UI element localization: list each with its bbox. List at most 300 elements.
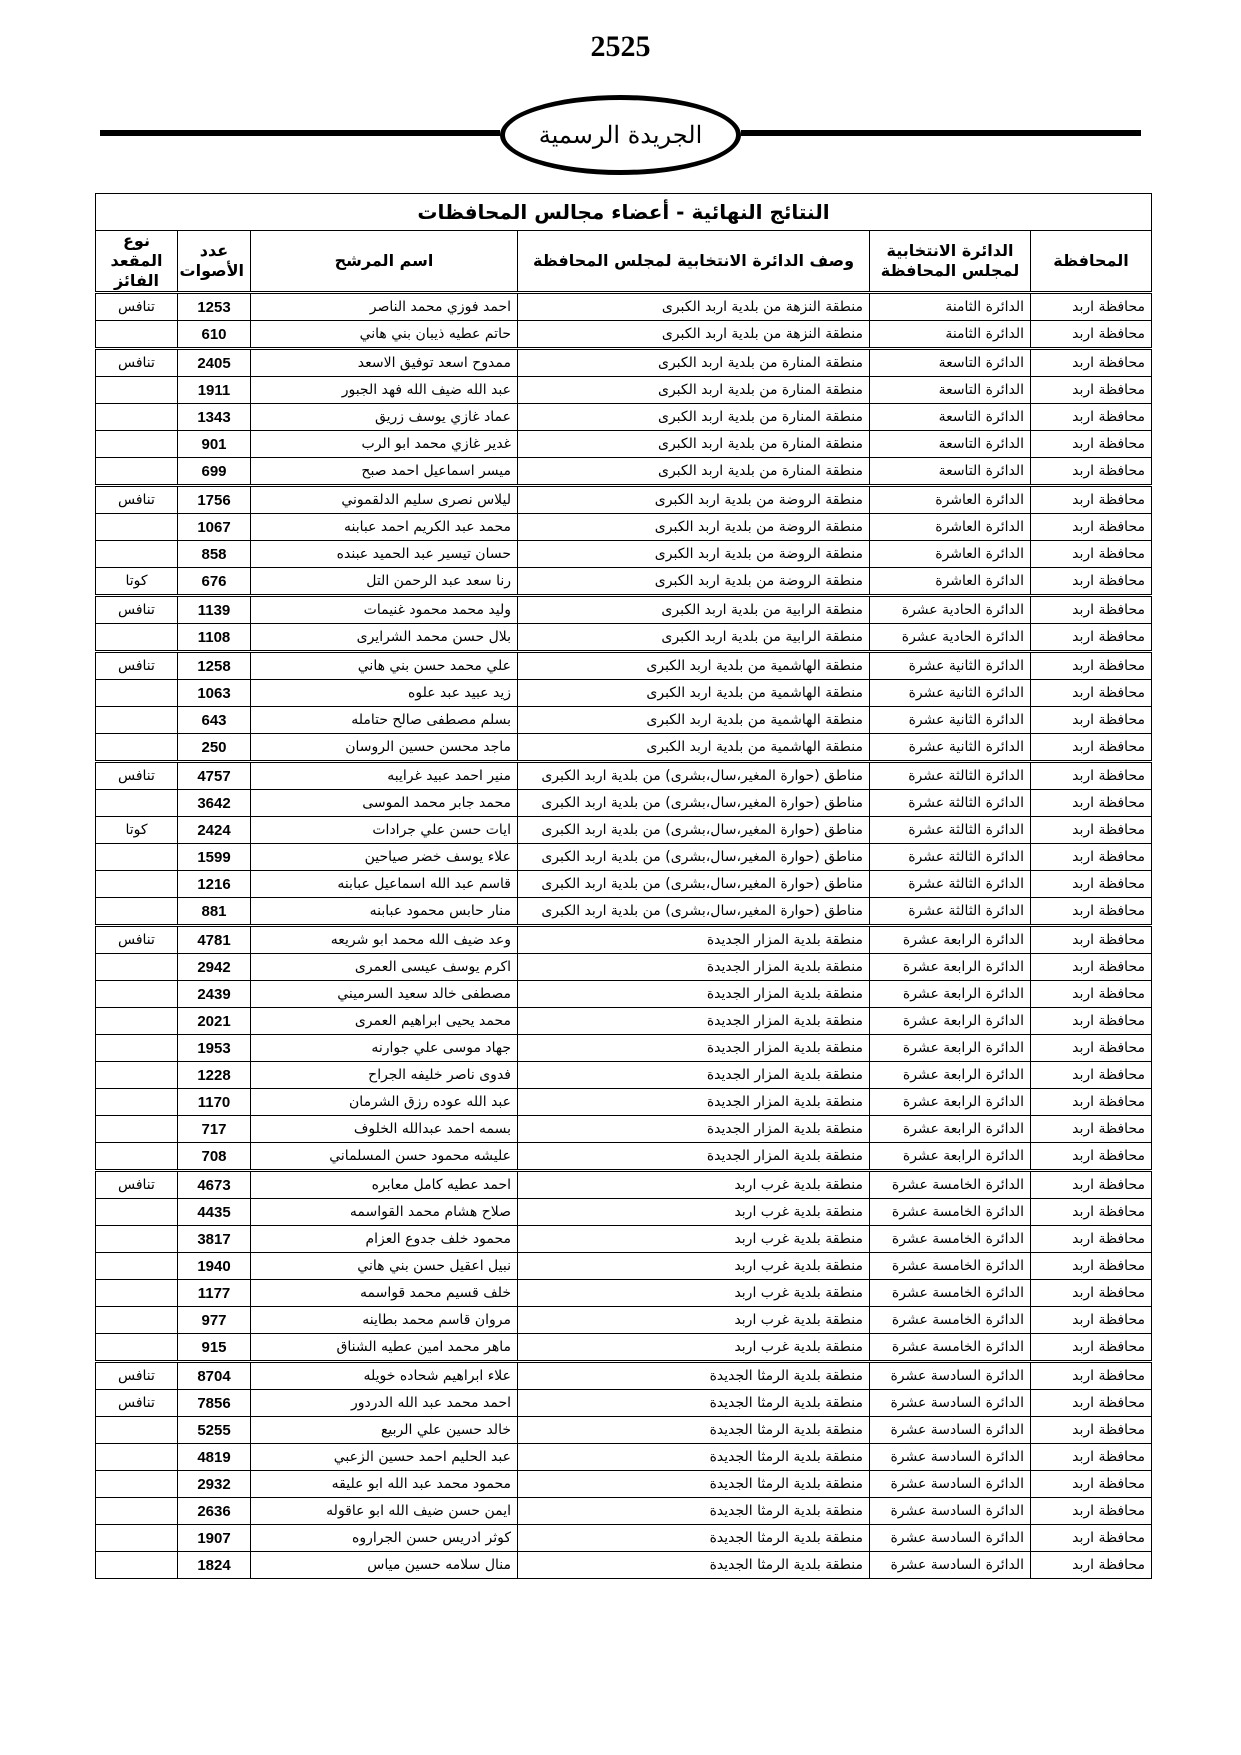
district-cell: الدائرة الثامنة — [870, 293, 1031, 321]
candidate-name-cell: جهاد موسى علي جوارنه — [251, 1035, 518, 1062]
description-cell: منطقة الروضة من بلدية اربد الكبرى — [518, 568, 870, 596]
candidate-name-cell: بسمه احمد عبدالله الخلوف — [251, 1116, 518, 1143]
governorate-cell: محافظة اربد — [1031, 568, 1152, 596]
district-cell: الدائرة الثالثة عشرة — [870, 817, 1031, 844]
seat-type-cell — [95, 1143, 177, 1171]
district-cell: الدائرة السادسة عشرة — [870, 1552, 1031, 1579]
votes-cell: 3817 — [178, 1226, 251, 1253]
district-cell: الدائرة الحادية عشرة — [870, 596, 1031, 624]
seat-type-cell — [95, 680, 177, 707]
description-cell: منطقة بلدية الرمثا الجديدة — [518, 1417, 870, 1444]
description-cell: منطقة الروضة من بلدية اربد الكبرى — [518, 541, 870, 568]
masthead-title: الجريدة الرسمية — [500, 95, 741, 175]
votes-cell: 4819 — [178, 1444, 251, 1471]
seat-type-cell — [95, 954, 177, 981]
votes-cell: 901 — [178, 431, 251, 458]
votes-cell: 643 — [178, 707, 251, 734]
votes-cell: 2021 — [178, 1008, 251, 1035]
candidate-name-cell: نبيل اعقيل حسن بني هاني — [251, 1253, 518, 1280]
votes-cell: 4757 — [178, 762, 251, 790]
seat-type-cell — [95, 871, 177, 898]
candidate-name-cell: بسلم مصطفى صالح حتامله — [251, 707, 518, 734]
header-votes: عدد الأصوات — [178, 231, 251, 293]
seat-type-cell: تنافس — [95, 349, 177, 377]
description-cell: منطقة بلدية غرب اربد — [518, 1171, 870, 1199]
governorate-cell: محافظة اربد — [1031, 1008, 1152, 1035]
candidate-name-cell: خالد حسين علي الربيع — [251, 1417, 518, 1444]
table-row — [95, 871, 1151, 898]
governorate-cell: محافظة اربد — [1031, 293, 1152, 321]
governorate-cell: محافظة اربد — [1031, 1253, 1152, 1280]
candidate-name-cell: محمد يحيى ابراهيم العمرى — [251, 1008, 518, 1035]
governorate-cell: محافظة اربد — [1031, 1089, 1152, 1116]
table-row — [95, 707, 1151, 734]
seat-type-cell: تنافس — [95, 1171, 177, 1199]
candidate-name-cell: ميسر اسماعيل احمد صبح — [251, 458, 518, 486]
governorate-cell: محافظة اربد — [1031, 349, 1152, 377]
candidate-name-cell: ايات حسن علي جرادات — [251, 817, 518, 844]
description-cell: منطقة بلدية الرمثا الجديدة — [518, 1444, 870, 1471]
votes-cell: 977 — [178, 1307, 251, 1334]
votes-cell: 4673 — [178, 1171, 251, 1199]
seat-type-cell — [95, 1498, 177, 1525]
seat-type-cell — [95, 514, 177, 541]
votes-cell: 1953 — [178, 1035, 251, 1062]
description-cell: منطقة بلدية الرمثا الجديدة — [518, 1552, 870, 1579]
description-cell: منطقة المنارة من بلدية اربد الكبرى — [518, 431, 870, 458]
seat-type-cell — [95, 1035, 177, 1062]
governorate-cell: محافظة اربد — [1031, 1334, 1152, 1362]
table-row — [95, 1525, 1151, 1552]
seat-type-cell — [95, 1199, 177, 1226]
candidate-name-cell: علي محمد حسن بني هاني — [251, 652, 518, 680]
votes-cell: 708 — [178, 1143, 251, 1171]
votes-cell: 1228 — [178, 1062, 251, 1089]
district-cell: الدائرة الثالثة عشرة — [870, 871, 1031, 898]
district-cell: الدائرة التاسعة — [870, 431, 1031, 458]
candidate-name-cell: منار حابس محمود عبابنه — [251, 898, 518, 926]
governorate-cell: محافظة اربد — [1031, 1199, 1152, 1226]
governorate-cell: محافظة اربد — [1031, 541, 1152, 568]
seat-type-cell — [95, 707, 177, 734]
governorate-cell: محافظة اربد — [1031, 1362, 1152, 1390]
seat-type-cell — [95, 1444, 177, 1471]
district-cell: الدائرة الثالثة عشرة — [870, 898, 1031, 926]
table-row — [95, 458, 1151, 486]
seat-type-cell: كوتا — [95, 568, 177, 596]
governorate-cell: محافظة اربد — [1031, 844, 1152, 871]
candidate-name-cell: عبد الله عوده رزق الشرمان — [251, 1089, 518, 1116]
governorate-cell: محافظة اربد — [1031, 954, 1152, 981]
table-row — [95, 680, 1151, 707]
candidate-name-cell: قاسم عبد الله اسماعيل عبابنه — [251, 871, 518, 898]
district-cell: الدائرة السادسة عشرة — [870, 1417, 1031, 1444]
description-cell: منطقة بلدية المزار الجديدة — [518, 1116, 870, 1143]
governorate-cell: محافظة اربد — [1031, 817, 1152, 844]
candidate-name-cell: محمد جابر محمد الموسى — [251, 790, 518, 817]
votes-cell: 2439 — [178, 981, 251, 1008]
table-row — [95, 1089, 1151, 1116]
seat-type-cell — [95, 541, 177, 568]
description-cell: مناطق (حوارة المغير،سال،بشرى) من بلدية اربد الكبرى — [518, 817, 870, 844]
votes-cell: 2405 — [178, 349, 251, 377]
district-cell: الدائرة الخامسة عشرة — [870, 1334, 1031, 1362]
table-row — [95, 1062, 1151, 1089]
district-cell: الدائرة العاشرة — [870, 541, 1031, 568]
district-cell: الدائرة السادسة عشرة — [870, 1498, 1031, 1525]
header-governorate: المحافظة — [1031, 231, 1152, 293]
votes-cell: 4781 — [178, 926, 251, 954]
district-cell: الدائرة الثالثة عشرة — [870, 790, 1031, 817]
candidate-name-cell: علاء ابراهيم شحاده خويله — [251, 1362, 518, 1390]
description-cell: منطقة بلدية الرمثا الجديدة — [518, 1362, 870, 1390]
header-row — [95, 231, 1151, 293]
governorate-cell: محافظة اربد — [1031, 707, 1152, 734]
description-cell: منطقة بلدية المزار الجديدة — [518, 1089, 870, 1116]
district-cell: الدائرة العاشرة — [870, 514, 1031, 541]
candidate-name-cell: محمود خلف جدوع العزام — [251, 1226, 518, 1253]
seat-type-cell — [95, 790, 177, 817]
votes-cell: 1108 — [178, 624, 251, 652]
candidate-name-cell: حسان تيسير عبد الحميد عبنده — [251, 541, 518, 568]
votes-cell: 1824 — [178, 1552, 251, 1579]
candidate-name-cell: عبد الله ضيف الله فهد الجبور — [251, 377, 518, 404]
table-row — [95, 926, 1151, 954]
seat-type-cell: تنافس — [95, 486, 177, 514]
governorate-cell: محافظة اربد — [1031, 1444, 1152, 1471]
district-cell: الدائرة الرابعة عشرة — [870, 1089, 1031, 1116]
votes-cell: 858 — [178, 541, 251, 568]
description-cell: منطقة بلدية غرب اربد — [518, 1334, 870, 1362]
table-row — [95, 1008, 1151, 1035]
district-cell: الدائرة الخامسة عشرة — [870, 1307, 1031, 1334]
governorate-cell: محافظة اربد — [1031, 1552, 1152, 1579]
table-row — [95, 1444, 1151, 1471]
candidate-name-cell: ماهر محمد امين عطيه الشناق — [251, 1334, 518, 1362]
table-row — [95, 321, 1151, 349]
table-row — [95, 1116, 1151, 1143]
candidate-name-cell: علاء يوسف خضر صياحين — [251, 844, 518, 871]
description-cell: منطقة بلدية غرب اربد — [518, 1199, 870, 1226]
description-cell: منطقة بلدية غرب اربد — [518, 1226, 870, 1253]
votes-cell: 717 — [178, 1116, 251, 1143]
seat-type-cell — [95, 1471, 177, 1498]
table-row — [95, 431, 1151, 458]
votes-cell: 4435 — [178, 1199, 251, 1226]
seat-type-cell: تنافس — [95, 652, 177, 680]
description-cell: مناطق (حوارة المغير،سال،بشرى) من بلدية اربد الكبرى — [518, 844, 870, 871]
table-row — [95, 541, 1151, 568]
description-cell: منطقة المنارة من بلدية اربد الكبرى — [518, 404, 870, 431]
description-cell: منطقة الروضة من بلدية اربد الكبرى — [518, 514, 870, 541]
votes-cell: 2942 — [178, 954, 251, 981]
candidate-name-cell: مصطفى خالد سعيد السرميني — [251, 981, 518, 1008]
votes-cell: 2424 — [178, 817, 251, 844]
district-cell: الدائرة الرابعة عشرة — [870, 954, 1031, 981]
table-row — [95, 790, 1151, 817]
candidate-name-cell: عماد غازي يوسف زريق — [251, 404, 518, 431]
seat-type-cell — [95, 1226, 177, 1253]
district-cell: الدائرة الخامسة عشرة — [870, 1199, 1031, 1226]
district-cell: الدائرة التاسعة — [870, 377, 1031, 404]
votes-cell: 2636 — [178, 1498, 251, 1525]
governorate-cell: محافظة اربد — [1031, 1226, 1152, 1253]
table-row — [95, 596, 1151, 624]
seat-type-cell — [95, 404, 177, 431]
governorate-cell: محافظة اربد — [1031, 1280, 1152, 1307]
table-row — [95, 1362, 1151, 1390]
description-cell: منطقة بلدية المزار الجديدة — [518, 1008, 870, 1035]
seat-type-cell: تنافس — [95, 596, 177, 624]
governorate-cell: محافظة اربد — [1031, 596, 1152, 624]
candidate-name-cell: منال سلامه حسين مياس — [251, 1552, 518, 1579]
governorate-cell: محافظة اربد — [1031, 321, 1152, 349]
seat-type-cell — [95, 1116, 177, 1143]
governorate-cell: محافظة اربد — [1031, 458, 1152, 486]
header-seat-type: نوع المقعد الفائز — [95, 231, 177, 293]
candidate-name-cell: صلاح هشام محمد القواسمه — [251, 1199, 518, 1226]
votes-cell: 1756 — [178, 486, 251, 514]
table-row — [95, 817, 1151, 844]
seat-type-cell — [95, 1253, 177, 1280]
governorate-cell: محافظة اربد — [1031, 790, 1152, 817]
table-row — [95, 377, 1151, 404]
seat-type-cell — [95, 458, 177, 486]
district-cell: الدائرة الثانية عشرة — [870, 652, 1031, 680]
description-cell: منطقة بلدية المزار الجديدة — [518, 954, 870, 981]
seat-type-cell — [95, 1552, 177, 1579]
candidate-name-cell: مروان قاسم محمد بطاينه — [251, 1307, 518, 1334]
governorate-cell: محافظة اربد — [1031, 680, 1152, 707]
seat-type-cell — [95, 377, 177, 404]
masthead-rule-right — [741, 130, 1141, 136]
votes-cell: 699 — [178, 458, 251, 486]
candidate-name-cell: عليشه محمود حسن المسلماني — [251, 1143, 518, 1171]
results-table — [95, 193, 1152, 1579]
candidate-name-cell: زيد عبيد عبد علوه — [251, 680, 518, 707]
governorate-cell: محافظة اربد — [1031, 1498, 1152, 1525]
description-cell: منطقة الهاشمية من بلدية اربد الكبرى — [518, 680, 870, 707]
seat-type-cell — [95, 981, 177, 1008]
table-row — [95, 954, 1151, 981]
governorate-cell: محافظة اربد — [1031, 1035, 1152, 1062]
candidate-name-cell: وليد محمد محمود غنيمات — [251, 596, 518, 624]
district-cell: الدائرة الثانية عشرة — [870, 734, 1031, 762]
table-row — [95, 624, 1151, 652]
candidate-name-cell: خلف قسيم محمد قواسمه — [251, 1280, 518, 1307]
governorate-cell: محافظة اربد — [1031, 514, 1152, 541]
description-cell: منطقة الهاشمية من بلدية اربد الكبرى — [518, 734, 870, 762]
governorate-cell: محافظة اربد — [1031, 486, 1152, 514]
candidate-name-cell: وعد ضيف الله محمد ابو شريعه — [251, 926, 518, 954]
governorate-cell: محافظة اربد — [1031, 652, 1152, 680]
district-cell: الدائرة الرابعة عشرة — [870, 1035, 1031, 1062]
candidate-name-cell: رنا سعد عبد الرحمن التل — [251, 568, 518, 596]
header-description: وصف الدائرة الانتخابية لمجلس المحافظة — [518, 231, 870, 293]
description-cell: منطقة بلدية الرمثا الجديدة — [518, 1498, 870, 1525]
district-cell: الدائرة الخامسة عشرة — [870, 1171, 1031, 1199]
table-row — [95, 1417, 1151, 1444]
seat-type-cell — [95, 431, 177, 458]
table-row — [95, 1334, 1151, 1362]
description-cell: منطقة النزهة من بلدية اربد الكبرى — [518, 293, 870, 321]
candidate-name-cell: احمد فوزي محمد الناصر — [251, 293, 518, 321]
candidate-name-cell: ممدوح اسعد توفيق الاسعد — [251, 349, 518, 377]
seat-type-cell — [95, 1525, 177, 1552]
votes-cell: 1940 — [178, 1253, 251, 1280]
seat-type-cell — [95, 734, 177, 762]
votes-cell: 1599 — [178, 844, 251, 871]
district-cell: الدائرة الثالثة عشرة — [870, 762, 1031, 790]
description-cell: منطقة بلدية المزار الجديدة — [518, 981, 870, 1008]
table-row — [95, 1143, 1151, 1171]
votes-cell: 1911 — [178, 377, 251, 404]
votes-cell: 1907 — [178, 1525, 251, 1552]
governorate-cell: محافظة اربد — [1031, 1116, 1152, 1143]
seat-type-cell — [95, 1307, 177, 1334]
seat-type-cell — [95, 624, 177, 652]
seat-type-cell — [95, 1062, 177, 1089]
governorate-cell: محافظة اربد — [1031, 1471, 1152, 1498]
votes-cell: 1067 — [178, 514, 251, 541]
governorate-cell: محافظة اربد — [1031, 404, 1152, 431]
candidate-name-cell: اكرم يوسف عيسى العمرى — [251, 954, 518, 981]
description-cell: مناطق (حوارة المغير،سال،بشرى) من بلدية اربد الكبرى — [518, 790, 870, 817]
district-cell: الدائرة الرابعة عشرة — [870, 1008, 1031, 1035]
votes-cell: 3642 — [178, 790, 251, 817]
candidate-name-cell: ايمن حسن ضيف الله ابو عاقوله — [251, 1498, 518, 1525]
votes-cell: 1177 — [178, 1280, 251, 1307]
district-cell: الدائرة السادسة عشرة — [870, 1444, 1031, 1471]
district-cell: الدائرة السادسة عشرة — [870, 1471, 1031, 1498]
district-cell: الدائرة الرابعة عشرة — [870, 1116, 1031, 1143]
candidate-name-cell: احمد عطيه كامل معابره — [251, 1171, 518, 1199]
description-cell: منطقة المنارة من بلدية اربد الكبرى — [518, 349, 870, 377]
seat-type-cell — [95, 1417, 177, 1444]
table-row — [95, 844, 1151, 871]
seat-type-cell — [95, 1008, 177, 1035]
votes-cell: 1343 — [178, 404, 251, 431]
district-cell: الدائرة الثانية عشرة — [870, 680, 1031, 707]
description-cell: منطقة بلدية الرمثا الجديدة — [518, 1525, 870, 1552]
votes-cell: 5255 — [178, 1417, 251, 1444]
table-row — [95, 1390, 1151, 1417]
table-row — [95, 404, 1151, 431]
seat-type-cell: تنافس — [95, 1390, 177, 1417]
candidate-name-cell: كوثر ادريس حسن الجراروه — [251, 1525, 518, 1552]
votes-cell: 2932 — [178, 1471, 251, 1498]
table-row — [95, 293, 1151, 321]
table-row — [95, 349, 1151, 377]
district-cell: الدائرة التاسعة — [870, 404, 1031, 431]
table-row — [95, 514, 1151, 541]
seat-type-cell — [95, 844, 177, 871]
district-cell: الدائرة الحادية عشرة — [870, 624, 1031, 652]
table-row — [95, 898, 1151, 926]
description-cell: منطقة بلدية المزار الجديدة — [518, 1035, 870, 1062]
seat-type-cell — [95, 898, 177, 926]
votes-cell: 676 — [178, 568, 251, 596]
governorate-cell: محافظة اربد — [1031, 871, 1152, 898]
table-row — [95, 981, 1151, 1008]
table-row — [95, 1035, 1151, 1062]
page-number: 2525 — [590, 30, 651, 63]
results-table-container — [96, 193, 1152, 1579]
table-row — [95, 1171, 1151, 1199]
header-district: الدائرة الانتخابية لمجلس المحافظة — [870, 231, 1031, 293]
candidate-name-cell: احمد محمد عبد الله الدردور — [251, 1390, 518, 1417]
district-cell: الدائرة السادسة عشرة — [870, 1362, 1031, 1390]
results-body — [95, 293, 1151, 1579]
votes-cell: 1253 — [178, 293, 251, 321]
description-cell: منطقة الروضة من بلدية اربد الكبرى — [518, 486, 870, 514]
table-title: النتائج النهائية - أعضاء مجالس المحافظات — [95, 194, 1151, 231]
description-cell: منطقة بلدية المزار الجديدة — [518, 1062, 870, 1089]
votes-cell: 1258 — [178, 652, 251, 680]
governorate-cell: محافظة اربد — [1031, 1390, 1152, 1417]
header-candidate: اسم المرشح — [251, 231, 518, 293]
district-cell: الدائرة الثالثة عشرة — [870, 844, 1031, 871]
description-cell: منطقة بلدية غرب اربد — [518, 1280, 870, 1307]
candidate-name-cell: منير احمد عبيد غرايبه — [251, 762, 518, 790]
table-row — [95, 1253, 1151, 1280]
candidate-name-cell: بلال حسن محمد الشرايرى — [251, 624, 518, 652]
masthead-rule-left — [100, 130, 500, 136]
candidate-name-cell: محمود محمد عبد الله ابو عليقه — [251, 1471, 518, 1498]
description-cell: منطقة بلدية المزار الجديدة — [518, 1143, 870, 1171]
table-row — [95, 762, 1151, 790]
seat-type-cell: تنافس — [95, 762, 177, 790]
description-cell: منطقة بلدية المزار الجديدة — [518, 926, 870, 954]
district-cell: الدائرة العاشرة — [870, 486, 1031, 514]
votes-cell: 1216 — [178, 871, 251, 898]
description-cell: منطقة المنارة من بلدية اربد الكبرى — [518, 377, 870, 404]
governorate-cell: محافظة اربد — [1031, 1062, 1152, 1089]
description-cell: منطقة الرابية من بلدية اربد الكبرى — [518, 596, 870, 624]
description-cell: منطقة الهاشمية من بلدية اربد الكبرى — [518, 652, 870, 680]
district-cell: الدائرة الخامسة عشرة — [870, 1226, 1031, 1253]
district-cell: الدائرة الثامنة — [870, 321, 1031, 349]
votes-cell: 250 — [178, 734, 251, 762]
seat-type-cell — [95, 1280, 177, 1307]
description-cell: منطقة النزهة من بلدية اربد الكبرى — [518, 321, 870, 349]
candidate-name-cell: فدوى ناصر خليفه الجراح — [251, 1062, 518, 1089]
governorate-cell: محافظة اربد — [1031, 431, 1152, 458]
candidate-name-cell: غدير غازي محمد ابو الرب — [251, 431, 518, 458]
district-cell: الدائرة الرابعة عشرة — [870, 1062, 1031, 1089]
votes-cell: 8704 — [178, 1362, 251, 1390]
candidate-name-cell: حاتم عطيه ذيبان بني هاني — [251, 321, 518, 349]
governorate-cell: محافظة اربد — [1031, 1307, 1152, 1334]
district-cell: الدائرة الرابعة عشرة — [870, 926, 1031, 954]
district-cell: الدائرة السادسة عشرة — [870, 1525, 1031, 1552]
seat-type-cell: كوتا — [95, 817, 177, 844]
votes-cell: 7856 — [178, 1390, 251, 1417]
district-cell: الدائرة العاشرة — [870, 568, 1031, 596]
seat-type-cell: تنافس — [95, 293, 177, 321]
table-row — [95, 1307, 1151, 1334]
governorate-cell: محافظة اربد — [1031, 734, 1152, 762]
votes-cell: 610 — [178, 321, 251, 349]
seat-type-cell — [95, 1334, 177, 1362]
table-row — [95, 652, 1151, 680]
district-cell: الدائرة التاسعة — [870, 458, 1031, 486]
seat-type-cell — [95, 321, 177, 349]
candidate-name-cell: ماجد محسن حسين الروسان — [251, 734, 518, 762]
seat-type-cell: تنافس — [95, 926, 177, 954]
votes-cell: 1139 — [178, 596, 251, 624]
table-row — [95, 734, 1151, 762]
